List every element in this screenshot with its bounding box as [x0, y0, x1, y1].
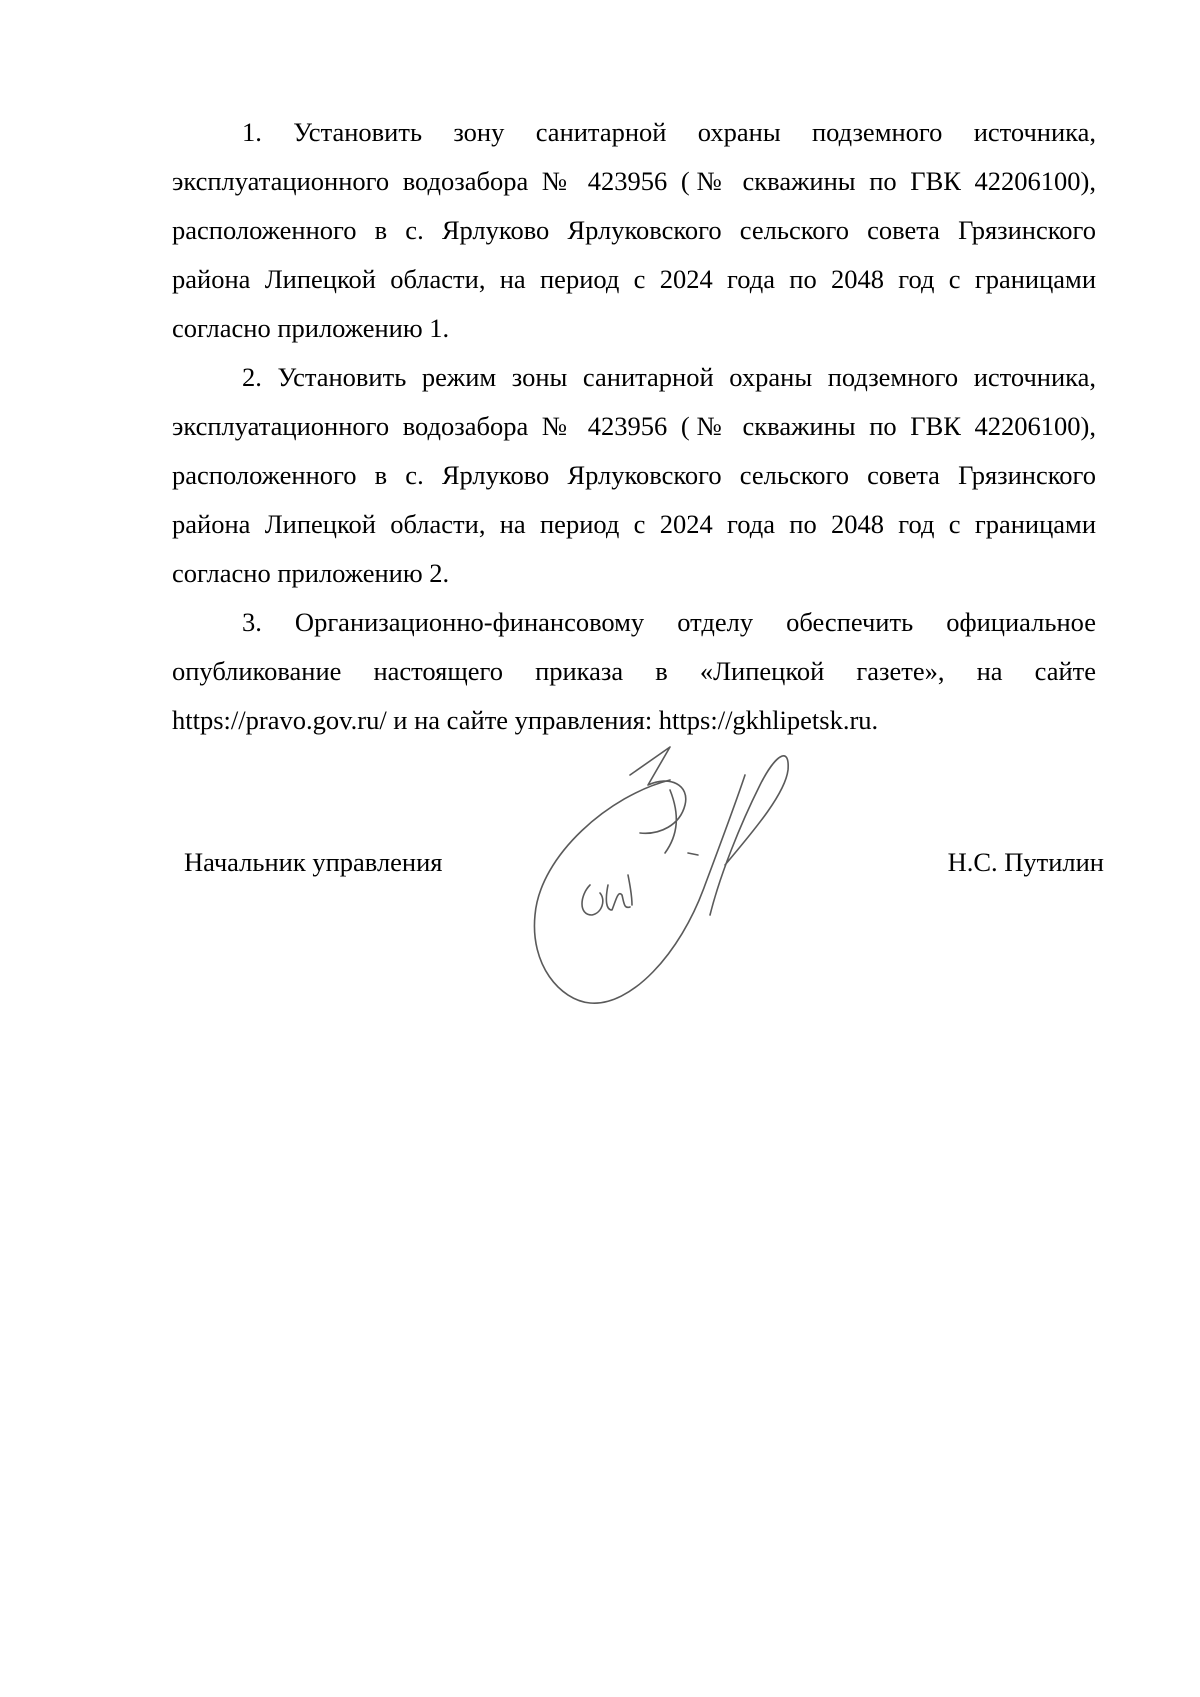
signature-initials: [582, 885, 630, 915]
document-body: [172, 108, 1096, 745]
signature-tall-loop: [710, 756, 788, 915]
signature-tick: [628, 875, 632, 905]
paragraph-3: 3. Организационно-финансовому отделу обеспечить официальное опубликование настоящего приказа в «Липецкой газете», на сайте https://pravo.gov.ru/ и на сайте управления: https://gkhlipetsk.ru.: [172, 607, 1096, 735]
paragraph-1: 1. Установить зону санитарной охраны подземного источника, эксплуатационного водозабора № 423956 (№ скважины по ГВК 42206100), расположенного в с. Ярлуково Ярлуковского сельского совета Грязинского района Липецкой области, на период с 2024 года по 2048 год с границами согласно приложению 1.: [172, 117, 1096, 343]
handwritten-signature: [520, 735, 840, 1015]
signature-loop: [534, 775, 745, 1003]
signer-position: Начальник управления: [184, 847, 443, 877]
signature-dash: [688, 853, 698, 855]
paragraph-2: 2. Установить режим зоны санитарной охраны подземного источника, эксплуатационного водозабора № 423956 (№ скважины по ГВК 42206100), расположенного в с. Ярлуково Ярлуковского сельского совета Грязинского района Липецкой области, на период с 2024 года по 2048 год с границами согласно приложению 2.: [172, 362, 1096, 588]
signature-flourish-five: [630, 747, 686, 833]
signer-name: Н.С. Путилин: [947, 847, 1104, 877]
